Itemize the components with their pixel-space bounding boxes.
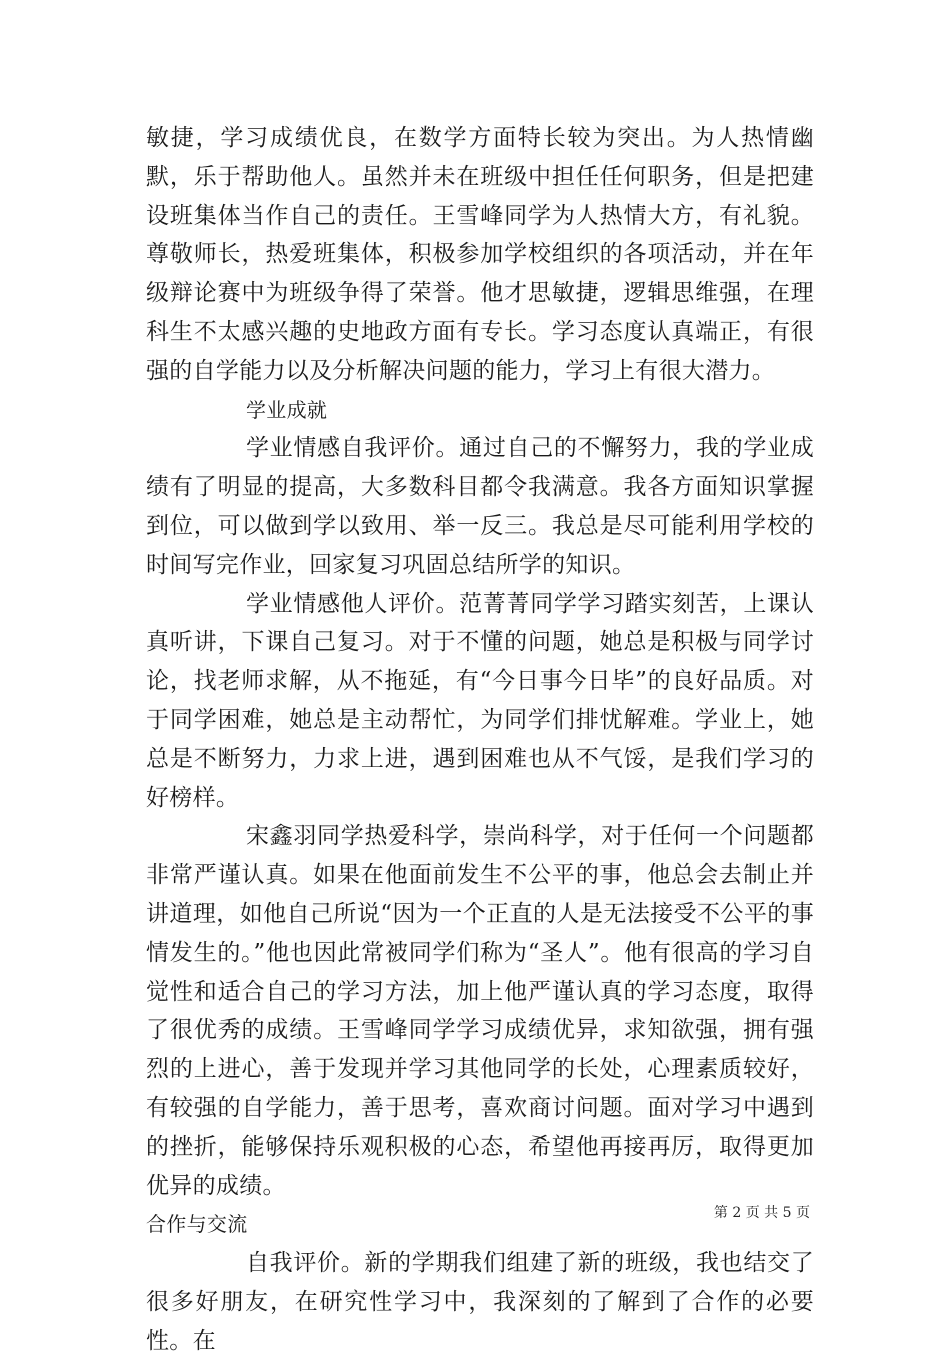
paragraph-self-evaluation: 学业情感自我评价。通过自己的不懈努力，我的学业成绩有了明显的提高，大多数科目都令我满意。我各方面知识掌握到位，可以做到学以致用、举一反三。我总是尽可能利用学校的时间写完作业，回家复习巩固总结所学的知识。 <box>146 435 814 578</box>
section-heading-academic-achievement: 学业成就 <box>246 397 328 422</box>
paragraph-peer-evaluation-2: 宋鑫羽同学热爱科学，崇尚科学，对于任何一个问题都非常严谨认真。如果在他面前发生不公平的事，他总会去制止并讲道理，如他自己所说“因为一个正直的人是无法接受不公平的事情发生的。”他也因此常被同学们称为“圣人”。他有很高的学习自觉性和适合自己的学习方法，加上他严谨认真的学习态度，取得了很优秀的成绩。王雪峰同学学习成绩优异，求知欲强，拥有强烈的上进心，善于发现并学习其他同学的长处，心理素质较好，有较强的自学能力，善于思考，喜欢商讨问题。面对学习中遇到的挫折，能够保持乐观积极的心态，希望他再接再厉，取得更加优异的成绩。 <box>146 823 814 1199</box>
body-text <box>146 119 814 1361</box>
paragraph-cooperation-self: 自我评价。新的学期我们组建了新的班级，我也结交了很多好朋友，在研究性学习中，我深刻的了解到了合作的必要性。在 <box>146 1250 814 1354</box>
paragraph-continued: 敏捷，学习成绩优良，在数学方面特长较为突出。为人热情幽默，乐于帮助他人。虽然并未在班级中担任任何职务，但是把建设班集体当作自己的责任。王雪峰同学为人热情大方，有礼貌。尊敬师长，热爱班集体，积极参加学校组织的各项活动，并在年级辩论赛中为班级争得了荣誉。他才思敏捷，逻辑思维强，在理科生不太感兴趣的史地政方面有专长。学习态度认真端正，有很强的自学能力以及分析解决问题的能力，学习上有很大潜力。 <box>146 125 814 384</box>
section-heading-cooperation: 合作与交流 <box>146 1212 248 1237</box>
page-number-footer: 第 2 页 共 5 页 <box>713 1205 810 1221</box>
paragraph-peer-evaluation: 学业情感他人评价。范菁菁同学学习踏实刻苦，上课认真听讲，下课自己复习。对于不懂的问题，她总是积极与同学讨论，找老师求解，从不拖延，有“今日事今日毕”的良好品质。对于同学困难，她总是主动帮忙，为同学们排忧解难。学业上，她总是不断努力，力求上进，遇到困难也从不气馁，是我们学习的好榜样。 <box>146 590 814 811</box>
